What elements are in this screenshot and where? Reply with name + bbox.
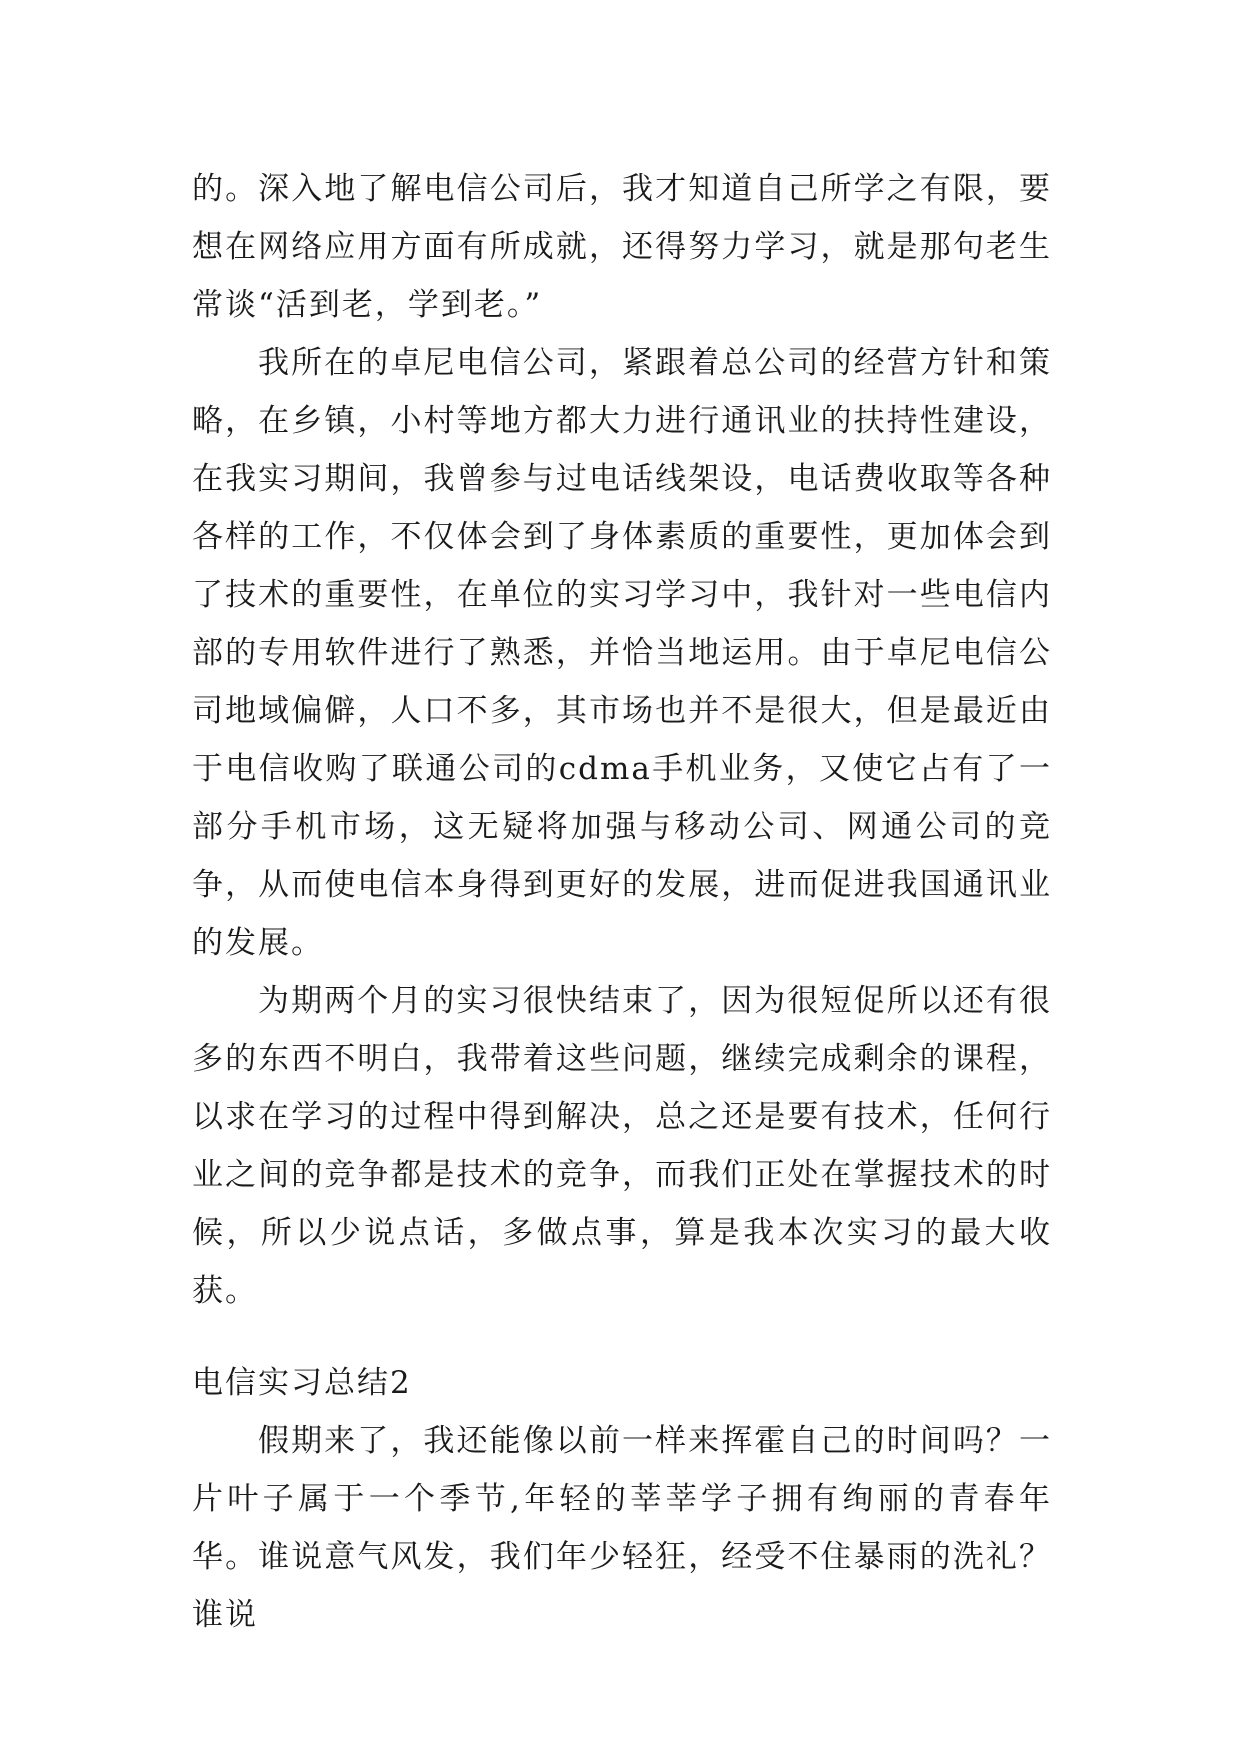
paragraph-continuation: 的。深入地了解电信公司后，我才知道自己所学之有限，要想在网络应用方面有所成就，还得努力学习，就是那句老生常谈“活到老，学到老。” <box>192 171 1052 323</box>
paragraph-vacation: 假期来了，我还能像以前一样来挥霍自己的时间吗？一片叶子属于一个季节,年轻的莘莘学子拥有绚丽的青春年华。谁说意气风发，我们年少轻狂，经受不住暴雨的洗礼？谁说 <box>192 1423 1052 1633</box>
document-body <box>192 160 1052 1644</box>
section-heading: 电信实习总结2 <box>192 1365 412 1401</box>
paragraph-internship-conclusion: 为期两个月的实习很快结束了，因为很短促所以还有很多的东西不明白，我带着这些问题，继续完成剩余的课程，以求在学习的过程中得到解决，总之还是要有技术，任何行业之间的竞争都是技术的竞争，而我们正处在掌握技术的时候，所以少说点话，多做点事，算是我本次实习的最大收获。 <box>192 983 1052 1309</box>
paragraph-zhuoni-telecom: 我所在的卓尼电信公司，紧跟着总公司的经营方针和策略，在乡镇，小村等地方都大力进行通讯业的扶持性建设，在我实习期间，我曾参与过电话线架设，电话费收取等各种各样的工作，不仅体会到了身体素质的重要性，更加体会到了技术的重要性，在单位的实习学习中，我针对一些电信内部的专用软件进行了熟悉，并恰当地运用。由于卓尼电信公司地域偏僻，人口不多，其市场也并不是很大，但是最近由于电信收购了联通公司的cdma手机业务，又使它占有了一部分手机市场，这无疑将加强与移动公司、网通公司的竞争，从而使电信本身得到更好的发展，进而促进我国通讯业的发展。 <box>192 345 1052 961</box>
